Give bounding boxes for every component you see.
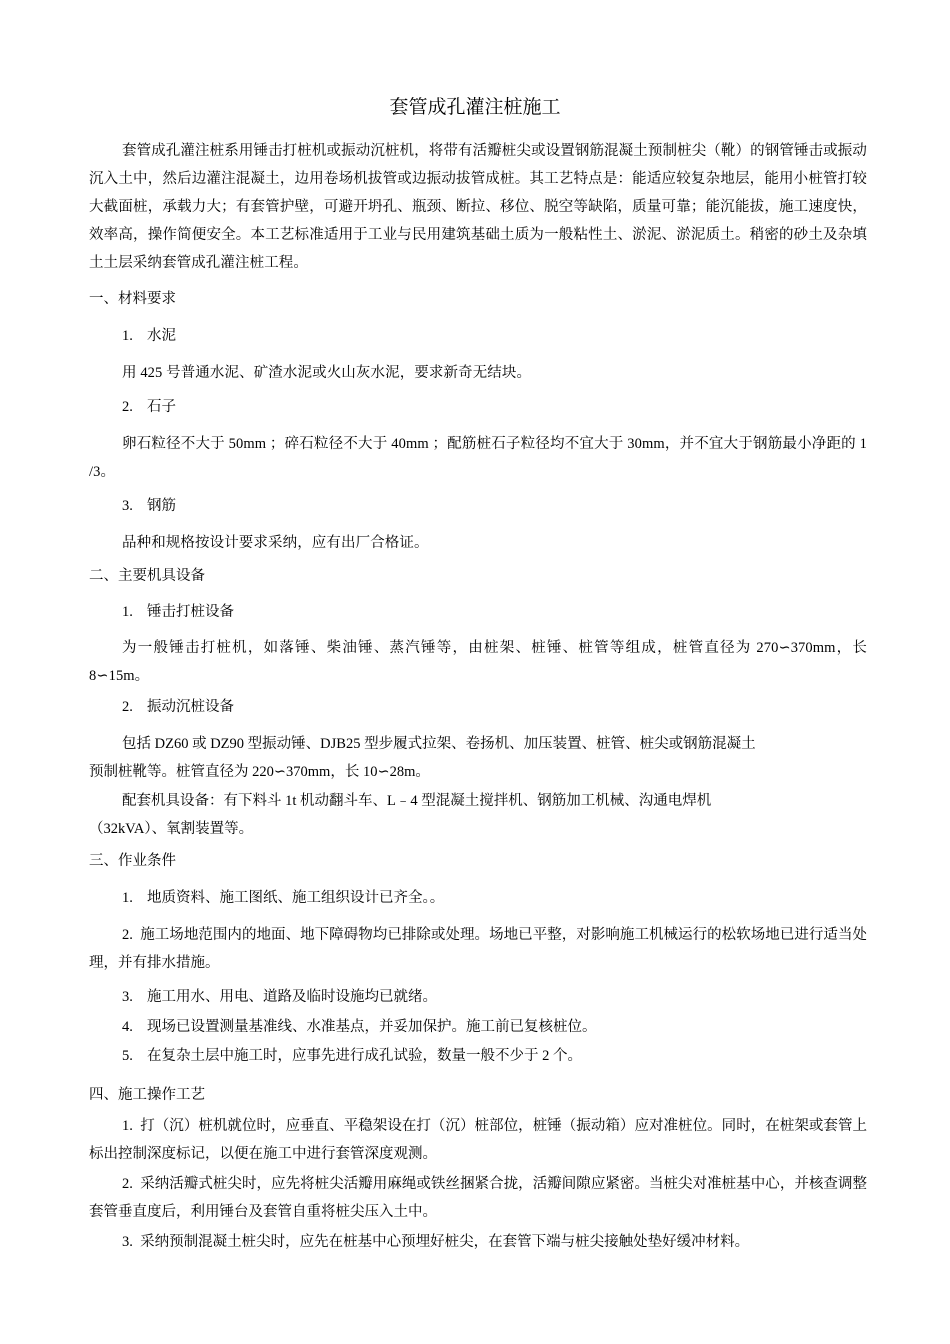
item-text: 施工场地范围内的地面、地下障碍物均已排除或处理。场地已平整，对影响施工机械运行的松软场地已进行适当处理，并有排水措施。: [89, 927, 867, 971]
list-item: [122, 393, 176, 421]
section-heading-equipment: 二、主要机具设备: [89, 568, 205, 584]
paragraph-cement: 用 425 号普通水泥、矿渣水泥或火山灰水泥，要求新奇无结块。: [122, 365, 532, 381]
list-item: [122, 598, 234, 626]
item-text: 现场已设置测量基准线、水准基点，并妥加保护。施工前已复核桩位。: [147, 1019, 597, 1035]
item-number: 3.: [122, 498, 133, 514]
list-item: [122, 884, 444, 912]
paragraph-auxiliary-line1: 配套机具设备：有下料斗 1t 机动翻斗车、L﹣4 型混凝土搅拌机、钢筋加工机械、沟通电焊机: [122, 793, 712, 809]
list-item: [122, 322, 176, 350]
item-number: 1.: [122, 328, 133, 344]
list-item: [89, 921, 867, 977]
list-item: [122, 1013, 597, 1041]
item-text: 采纳活瓣式桩尖时，应先将桩尖活瓣用麻绳或铁丝捆紧合拢，活瓣间隙应紧密。当桩尖对准桩基中心，并核查调整套管垂直度后，利用锤台及套管自重将桩尖压入土中。: [89, 1176, 867, 1220]
item-number: 2.: [122, 699, 133, 715]
section-heading-materials: 一、材料要求: [89, 291, 176, 307]
item-number: 2.: [122, 927, 133, 943]
paragraph-stone: 卵石粒径不大于 50mm ；碎石粒径不大于 40mm ；配筋桩石子粒径均不宜大于 30mm，并不宜大于钢筋最小净距的 1 /3。: [89, 436, 867, 480]
item-number: 5.: [122, 1048, 133, 1064]
item-text: 采纳预制混凝土桩尖时，应先在桩基中心预埋好桩尖，在套管下端与桩尖接触处垫好缓冲材料。: [140, 1234, 750, 1250]
item-text: 施工用水、用电、道路及临时设施均已就绪。: [147, 989, 437, 1005]
list-item: [89, 1112, 867, 1168]
section-heading-conditions: 三、作业条件: [89, 853, 176, 869]
list-item: [122, 492, 176, 520]
list-item: [122, 983, 437, 1011]
paragraph-vibration-line2: 预制桩靴等。桩管直径为 220∽370mm，长 10∽28m。: [89, 764, 430, 780]
item-text: 打（沉）桩机就位时，应垂直、平稳架设在打（沉）桩部位，桩锤（振动箱）应对准桩位。同时，在桩架或套管上标出控制深度标记，以便在施工中进行套管深度观测。: [89, 1118, 867, 1162]
item-label: 振动沉桩设备: [147, 699, 234, 715]
item-number: 3.: [122, 989, 133, 1005]
item-number: 3.: [122, 1234, 133, 1250]
item-label: 石子: [147, 399, 176, 415]
item-text: 在复杂土层中施工时，应事先进行成孔试验，数量一般不少于 2 个。: [147, 1048, 582, 1064]
item-number: 1.: [122, 604, 133, 620]
paragraph-rebar: 品种和规格按设计要求采纳，应有出厂合格证。: [122, 535, 429, 551]
item-label: 钢筋: [147, 498, 176, 514]
paragraph-auxiliary-line2: （32kVA）、氧割装置等。: [89, 821, 254, 837]
item-label: 锤击打桩设备: [147, 604, 234, 620]
section-heading-process: 四、施工操作工艺: [89, 1087, 205, 1103]
item-text: 地质资料、施工图纸、施工组织设计已齐全。。: [147, 890, 445, 906]
paragraph-vibration-line1: 包括 DZ60 或 DZ90 型振动锤、DJB25 型步履式拉架、卷扬机、加压装置、桩管、桩尖或钢筋混凝土: [122, 736, 756, 752]
intro-paragraph: 套管成孔灌注桩系用锤击打桩机或振动沉桩机，将带有活瓣桩尖或设置钢筋混凝土预制桩尖（靴）的钢管锤击或振动沉入土中，然后边灌注混凝土，边用卷场机拔管或边振动拔管成桩。其工艺特点是：能适应较复杂地层，能用小桩管打较大截面桩，承载力大；有套管护壁，可避开坍孔、瓶颈、断拉、移位、脱空等缺陷，质量可靠；能沉能拔，施工速度快，效率高，操作简便安全。本工艺标准适用于工业与民用建筑基础土质为一般粘性土、淤泥、淤泥质土。稍密的砂土及杂填土土层采纳套管成孔灌注桩工程。: [89, 143, 867, 271]
list-item: [89, 1228, 867, 1256]
item-number: 1.: [122, 890, 133, 906]
item-number: 2.: [122, 399, 133, 415]
list-item: [89, 1170, 867, 1226]
paragraph-hammer: 为一般锤击打桩机，如落锤、柴油锤、蒸汽锤等，由桩架、桩锤、桩管等组成，桩管直径为 270∽370mm，长 8∽15m。: [89, 640, 867, 684]
item-label: 水泥: [147, 328, 176, 344]
list-item: [122, 1042, 582, 1070]
page-title: 套管成孔灌注桩施工: [389, 97, 561, 118]
item-number: 2.: [122, 1176, 133, 1192]
item-number: 4.: [122, 1019, 133, 1035]
list-item: [122, 693, 234, 721]
item-number: 1.: [122, 1118, 133, 1134]
